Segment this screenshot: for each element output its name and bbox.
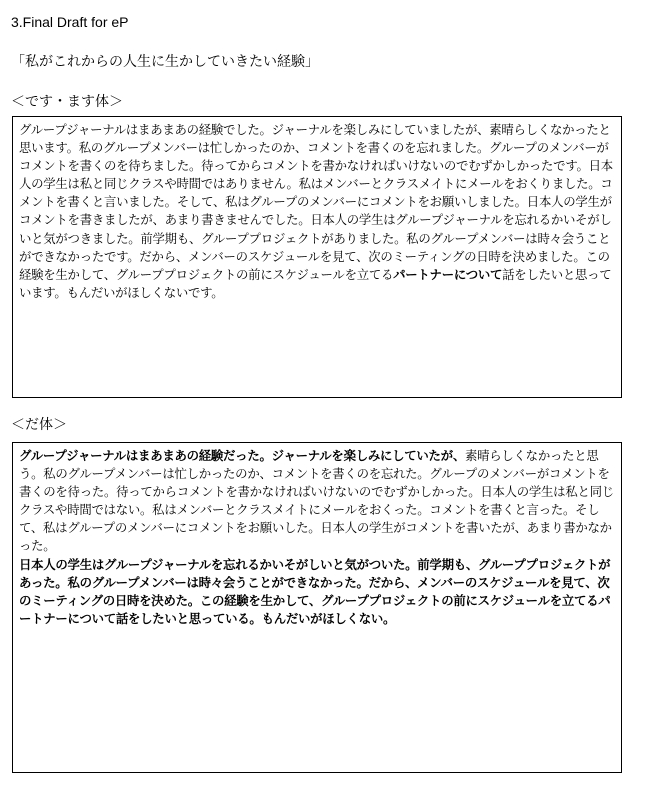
bold-text-segment: グループジャーナルはまあまあの経験だった。ジャーナルを楽しみにしていたが、	[19, 448, 465, 463]
section-label-da: ＜だ体＞	[11, 417, 67, 433]
essay-title: 「私がこれからの人生に生かしていきたい経験」	[11, 54, 319, 70]
text-segment: 素晴らしくなかったと思う。私のグループメンバーは忙しかったのか、コメントを書くのを忘れた。グループのメンバーがコメントを書くのを待った。待ってからコメントを書かなければいけないのでむずかしかった。日本人の学生は私と同じクラスや時間ではない。私はメンバーとクラスメイトにメールをおくった。コメントを書くと言った。そして、私はグループのメンバーにコメントをお願いした。日本人の学生がコメントを書いたが、あまり書かなかった。	[19, 448, 614, 554]
essay-paragraph-desu-masu	[19, 121, 615, 302]
text-segment: グループジャーナルはまあまあの経験でした。ジャーナルを楽しみにしていましたが、素晴らしくなかったと思います。私のグループメンバーは忙しかったのか、コメントを書くのを忘れました。グループのメンバーがコメントを書くのを待ちました。待ってからコメントを書かなければいけないのでむずかしかったです。日本人の学生は私と同じクラスや時間ではありません。私はメンバーとクラスメイトにメールをおくりました。コメントを書くと言いました。そして、私はグループのメンバーにコメントをお願いしました。日本人の学生がコメントを書きましたが、あまり書きませんでした。日本人の学生はグループジャーナルを忘れるかいそがしいと気がつきました。前学期も、グループプロジェクトがありました。私のグループメンバーは時々会うことができなかったです。だから、メンバーのスケジュールを見て、次のミーティングの日時を決めました。この経験を生かして、グループプロジェクトの前にスケジュールを立てる	[19, 122, 613, 282]
text-box-da[interactable]	[12, 442, 622, 773]
text-segment: 話をしたいと思っています。もんだいがほしくないです。	[19, 266, 612, 300]
document-title: 3.Final Draft for eP	[11, 14, 129, 30]
bold-text-segment: パートナーについて	[393, 266, 503, 282]
text-box-desu-masu[interactable]	[12, 116, 622, 398]
bold-text-segment: 日本人の学生はグループジャーナルを忘れるかいそがしいと気がついた。前学期も、グループプロジェクトがあった。私のグループメンバーは時々会うことができなかった。だから、メンバーのスケジュールを見て、次のミーティングの日時を決めた。この経験を生かして、グループプロジェクトの前にスケジュールを立てるパートナーについて話をしたいと思っている。もんだいがほしくない。	[19, 556, 611, 626]
section-label-desu-masu: ＜です・ます体＞	[11, 94, 123, 110]
essay-paragraph-da	[19, 447, 615, 628]
